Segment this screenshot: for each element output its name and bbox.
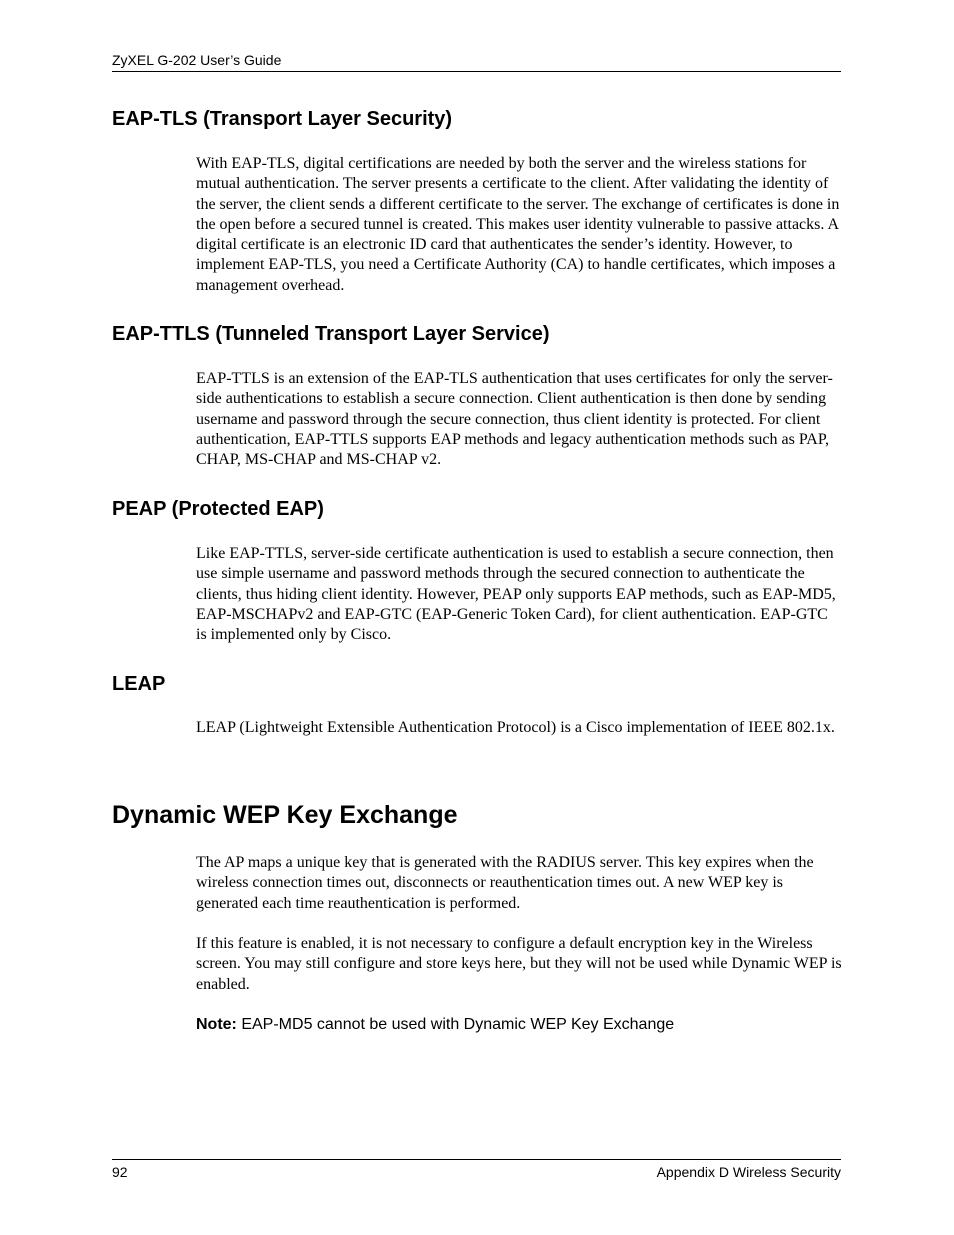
note-label: Note: [196, 1016, 237, 1033]
running-header [112, 51, 841, 72]
paragraph-eap-ttls: EAP-TTLS is an extension of the EAP-TLS authentication that uses certificates for only the server-side authentications to establish a secure connection. Client authentication is then done by sending username and password through the secure connection, thus client identity is protected. For client authentication, EAP-TTLS supports EAP methods and legacy authentication methods such as PAP, CHAP, MS-CHAP and MS-CHAP v2. [196, 370, 833, 469]
heading-dynamic-wep: Dynamic WEP Key Exchange [112, 801, 458, 829]
footer-title: Appendix D Wireless Security [656, 1164, 841, 1180]
paragraph-peap: Like EAP-TTLS, server-side certificate authentication is used to establish a secure connection, then use simple username and password methods through the secured connection to authenticate the clients, thus hiding client identity. However, PEAP only supports EAP methods, such as EAP-MD5, EAP-MSCHAPv2 and EAP-GTC (EAP-Generic Token Card), for client authentication. EAP-GTC is implemented only by Cisco. [196, 545, 836, 644]
heading-peap: PEAP (Protected EAP) [112, 498, 324, 520]
note [196, 1015, 842, 1035]
page-number: 92 [112, 1164, 128, 1180]
paragraph-leap: LEAP (Lightweight Extensible Authentication Protocol) is a Cisco implementation of IEEE 802.1x. [196, 719, 835, 736]
note-text: EAP-MD5 cannot be used with Dynamic WEP Key Exchange [236, 1016, 675, 1033]
paragraph-eap-tls: With EAP-TLS, digital certifications are needed by both the server and the wireless stations for mutual authentication. The server presents a certificate to the client. After validating the identity of the server, the client sends a different certificate to the server. The exchange of certificates is done in the open before a secured tunnel is created. This makes user identity vulnerable to passive attacks. A digital certificate is an electronic ID card that authenticates the sender’s identity. However, to implement EAP-TLS, you need a Certificate Authority (CA) to handle certificates, which imposes a management overhead. [196, 155, 840, 294]
paragraph-dynamic-wep-1: The AP maps a unique key that is generated with the RADIUS server. This key expires when the wireless connection times out, disconnects or reauthentication times out. A new WEP key is generated each time reauthentication is performed. [196, 854, 814, 912]
header-title: ZyXEL G-202 User’s Guide [112, 52, 282, 68]
running-footer [112, 1159, 841, 1182]
heading-eap-ttls: EAP-TTLS (Tunneled Transport Layer Service) [112, 323, 550, 345]
paragraph-dynamic-wep-2: If this feature is enabled, it is not necessary to configure a default encryption key in the Wireless screen. You may still configure and store keys here, but they will not be used while Dynamic WEP is enabled. [196, 935, 842, 993]
heading-eap-tls: EAP-TLS (Transport Layer Security) [112, 108, 453, 130]
heading-leap: LEAP [112, 673, 166, 695]
